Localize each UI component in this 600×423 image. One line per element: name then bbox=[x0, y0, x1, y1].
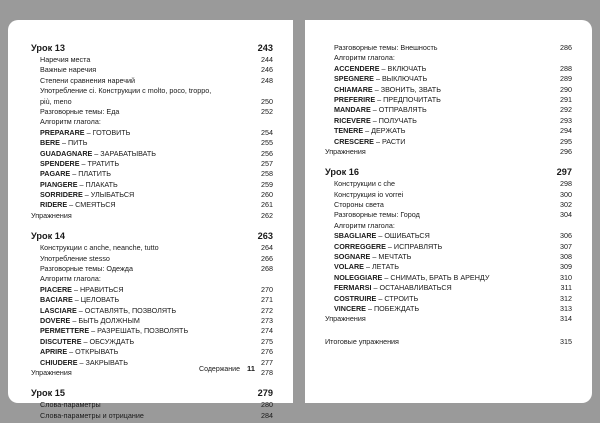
toc-entry bbox=[31, 264, 273, 274]
entry-page: 252 bbox=[261, 106, 273, 116]
verb-text bbox=[40, 169, 111, 179]
entry-page: 259 bbox=[261, 179, 273, 189]
entry-page: 298 bbox=[560, 179, 572, 189]
verb-text bbox=[40, 337, 134, 347]
entry-text: Разговорные темы: Внешность bbox=[334, 43, 438, 52]
lesson-page: 297 bbox=[556, 167, 572, 178]
verb-text bbox=[334, 64, 426, 74]
verb-meaning: – РАСТИ bbox=[373, 136, 406, 146]
entry-page: 271 bbox=[261, 295, 273, 305]
verb-text bbox=[40, 138, 87, 148]
entry-text: Слова-параметры и отрицание bbox=[40, 410, 144, 420]
verb-entry bbox=[325, 252, 572, 262]
verb-meaning: – ОТПРАВЛЯТЬ bbox=[370, 105, 427, 115]
verb-meaning: – ОСТАНАВЛИВАТЬСЯ bbox=[371, 283, 452, 293]
verb-text bbox=[334, 231, 430, 241]
verb-meaning: – ПИТЬ bbox=[59, 138, 88, 148]
entry-page: 272 bbox=[261, 305, 273, 315]
entry-page: 266 bbox=[261, 253, 273, 263]
lesson-page: 279 bbox=[257, 388, 273, 399]
entry-text: Конструкция io vorrei bbox=[334, 189, 404, 199]
verb-text bbox=[40, 347, 118, 357]
entry-page: 250 bbox=[261, 96, 273, 106]
verb-name: TENERE bbox=[334, 126, 364, 136]
verb-text bbox=[40, 128, 130, 138]
entry-page: 308 bbox=[560, 252, 572, 262]
lesson-heading bbox=[325, 166, 572, 179]
lesson-page: 263 bbox=[257, 231, 273, 242]
entry-page: 261 bbox=[261, 200, 273, 210]
toc-entry bbox=[325, 43, 572, 53]
toc-entry bbox=[325, 190, 572, 200]
verb-name: SOGNARE bbox=[334, 252, 371, 262]
verb-name: SPEGNERE bbox=[334, 74, 374, 84]
verb-meaning: – УЛЫБАТЬСЯ bbox=[82, 190, 135, 200]
verb-name: PIANGERE bbox=[40, 179, 78, 189]
page-number: 11 bbox=[246, 364, 255, 373]
verb-meaning: – ДЕРЖАТЬ bbox=[363, 126, 406, 136]
entry-page: 264 bbox=[261, 243, 273, 253]
entry-page: 278 bbox=[261, 367, 273, 377]
verb-name: VOLARE bbox=[334, 262, 364, 272]
verb-meaning: – СТРОИТЬ bbox=[376, 293, 419, 303]
lesson-title: Урок 16 bbox=[325, 167, 359, 178]
entry-page: 310 bbox=[560, 272, 572, 282]
verb-list bbox=[31, 285, 273, 368]
entry-page: 291 bbox=[560, 94, 572, 104]
verb-entry bbox=[31, 316, 273, 326]
entry-page: 294 bbox=[560, 126, 572, 136]
verb-text bbox=[334, 116, 417, 126]
entry-text: Упражнения bbox=[31, 210, 72, 220]
verb-meaning: – ПЛАТИТЬ bbox=[70, 169, 111, 179]
entry-text: Конструкции с che bbox=[334, 179, 396, 189]
entry-page: 284 bbox=[261, 410, 273, 420]
verb-entry bbox=[325, 294, 572, 304]
verb-name: PAGARE bbox=[40, 169, 71, 179]
verb-entry bbox=[325, 74, 572, 84]
verb-text bbox=[40, 180, 118, 190]
toc-list bbox=[31, 243, 273, 285]
toc-entry-final bbox=[325, 337, 572, 347]
verb-entry bbox=[325, 231, 572, 241]
verb-meaning: – ОШИБАТЬСЯ bbox=[376, 231, 430, 241]
lesson-title: Урок 13 bbox=[31, 43, 65, 53]
verb-entry bbox=[31, 138, 273, 148]
verb-name: MANDARE bbox=[334, 105, 371, 115]
verb-text bbox=[40, 190, 134, 200]
entry-page: 312 bbox=[560, 293, 572, 303]
entry-text: Употребление ci. Конструкции с molto, poco, troppo, bbox=[40, 86, 212, 96]
verb-text bbox=[334, 242, 442, 252]
lesson-heading bbox=[31, 42, 273, 55]
verb-name: BERE bbox=[40, 138, 60, 148]
toc-entry bbox=[31, 243, 273, 253]
entry-page: 293 bbox=[560, 115, 572, 125]
toc-entry bbox=[31, 211, 273, 221]
page-footer bbox=[199, 364, 255, 373]
verb-text bbox=[40, 316, 140, 326]
lesson-title: Урок 15 bbox=[31, 388, 65, 399]
verb-name: PIACERE bbox=[40, 284, 72, 294]
verb-entry bbox=[325, 116, 572, 126]
entry-page: 268 bbox=[261, 264, 273, 274]
entry-page: 295 bbox=[560, 136, 572, 146]
entry-text: Алгоритм глагола: bbox=[334, 220, 395, 230]
toc-entry bbox=[325, 147, 572, 157]
verb-name: CRESCERE bbox=[334, 136, 374, 146]
verb-text bbox=[40, 306, 176, 316]
verb-list bbox=[31, 128, 273, 211]
verb-meaning: – РАЗРЕШАТЬ, ПОЗВОЛЯТЬ bbox=[89, 326, 189, 336]
verb-entry bbox=[325, 126, 572, 136]
entry-text: Алгоритм глагола: bbox=[334, 53, 395, 63]
verb-text bbox=[40, 285, 124, 295]
entry-page: 254 bbox=[261, 127, 273, 137]
verb-meaning: – ОСТАВЛЯТЬ, ПОЗВОЛЯТЬ bbox=[76, 305, 177, 315]
verb-meaning: – СНИМАТЬ, БРАТЬ В АРЕНДУ bbox=[382, 272, 490, 282]
verb-text bbox=[334, 294, 418, 304]
verb-text bbox=[334, 85, 441, 95]
verb-meaning: – МЕЧТАТЬ bbox=[370, 252, 412, 262]
toc-entry bbox=[31, 65, 273, 75]
entry-page: 300 bbox=[560, 189, 572, 199]
toc-entry bbox=[31, 76, 273, 86]
toc-list bbox=[325, 43, 572, 64]
entry-page: 306 bbox=[560, 231, 572, 241]
verb-entry bbox=[31, 285, 273, 295]
verb-meaning: – БЫТЬ ДОЛЖНЫМ bbox=[70, 315, 140, 325]
entry-page: 313 bbox=[560, 303, 572, 313]
verb-name: PREPARARE bbox=[40, 127, 85, 137]
verb-entry bbox=[31, 326, 273, 336]
verb-meaning: – ЗАКРЫВАТЬ bbox=[77, 357, 128, 367]
entry-page: 256 bbox=[261, 148, 273, 158]
verb-entry bbox=[31, 159, 273, 169]
toc-entry bbox=[31, 274, 273, 284]
entry-page: 248 bbox=[261, 75, 273, 85]
entry-text: Упражнения bbox=[325, 146, 366, 156]
entry-page: 309 bbox=[560, 262, 572, 272]
verb-name: GUADAGNARE bbox=[40, 148, 93, 158]
verb-name: COSTRUIRE bbox=[334, 293, 377, 303]
verb-text bbox=[334, 262, 399, 272]
verb-entry bbox=[325, 105, 572, 115]
toc-entry bbox=[31, 86, 273, 96]
verb-entry bbox=[325, 273, 572, 283]
verb-entry bbox=[31, 347, 273, 357]
entry-page: 244 bbox=[261, 55, 273, 64]
entry-text: Упражнения bbox=[325, 314, 366, 324]
verb-entry bbox=[31, 306, 273, 316]
verb-name: DOVERE bbox=[40, 315, 71, 325]
entry-page: 307 bbox=[560, 241, 572, 251]
verb-meaning: – ГОТОВИТЬ bbox=[84, 127, 131, 137]
lesson-heading bbox=[31, 230, 273, 243]
verb-name: PERMETTERE bbox=[40, 326, 90, 336]
toc-entry bbox=[325, 200, 572, 210]
entry-page: 262 bbox=[261, 210, 273, 220]
toc-entry bbox=[31, 97, 273, 107]
verb-meaning: – ПРЕДПОЧИТАТЬ bbox=[375, 94, 441, 104]
verb-meaning: – ПОЛУЧАТЬ bbox=[370, 115, 417, 125]
toc-entry bbox=[31, 107, 273, 117]
verb-meaning: – ВКЛЮЧАТЬ bbox=[379, 63, 427, 73]
toc-entry bbox=[325, 210, 572, 220]
entry-text: Слова-параметры bbox=[40, 400, 101, 410]
verb-entry bbox=[325, 137, 572, 147]
entry-page: 288 bbox=[560, 63, 572, 73]
entry-text: Упражнения bbox=[31, 367, 72, 377]
verb-meaning: – ПОБЕЖДАТЬ bbox=[365, 303, 420, 313]
verb-name: LASCIARE bbox=[40, 305, 77, 315]
verb-name: SBAGLIARE bbox=[334, 231, 377, 241]
verb-text bbox=[334, 95, 441, 105]
verb-name: APRIRE bbox=[40, 347, 68, 357]
verb-entry bbox=[31, 180, 273, 190]
toc-entry bbox=[31, 117, 273, 127]
toc-entry bbox=[31, 55, 273, 65]
entry-page: 277 bbox=[261, 357, 273, 367]
verb-name: SORRIDERE bbox=[40, 190, 83, 200]
verb-name: BACIARE bbox=[40, 295, 73, 305]
verb-entry bbox=[31, 149, 273, 159]
verb-text bbox=[334, 283, 452, 293]
entry-page: 257 bbox=[261, 158, 273, 168]
verb-entry bbox=[31, 169, 273, 179]
entry-page: 315 bbox=[560, 336, 572, 346]
verb-entry bbox=[325, 304, 572, 314]
verb-text bbox=[40, 159, 119, 169]
verb-entry bbox=[31, 128, 273, 138]
lesson-heading bbox=[31, 387, 273, 400]
entry-page: 302 bbox=[560, 200, 572, 210]
toc-entry bbox=[325, 179, 572, 189]
verb-text bbox=[40, 295, 119, 305]
verb-entry bbox=[325, 85, 572, 95]
lesson-title: Урок 14 bbox=[31, 231, 65, 242]
entry-text: Разговорные темы: Город bbox=[334, 210, 420, 220]
toc-page-right bbox=[305, 20, 592, 403]
verb-name: VINCERE bbox=[334, 303, 366, 313]
verb-name: PREFERIRE bbox=[334, 94, 376, 104]
verb-name: CHIUDERE bbox=[40, 357, 78, 367]
toc-entry bbox=[325, 53, 572, 63]
entry-page: 304 bbox=[560, 210, 572, 220]
verb-meaning: – ЗАРАБАТЫВАТЬ bbox=[92, 148, 156, 158]
verb-name: DISCUTERE bbox=[40, 336, 82, 346]
verb-list bbox=[325, 231, 572, 314]
verb-text bbox=[334, 74, 427, 84]
entry-text: Алгоритм глагола: bbox=[40, 274, 101, 284]
verb-meaning: – ОТКРЫВАТЬ bbox=[67, 347, 119, 357]
entry-text: più, meno bbox=[40, 96, 72, 106]
verb-meaning: – СМЕЯТЬСЯ bbox=[67, 200, 116, 210]
verb-name: SPENDERE bbox=[40, 158, 80, 168]
entry-page: 270 bbox=[261, 284, 273, 294]
toc-entry bbox=[31, 400, 273, 410]
verb-entry bbox=[31, 295, 273, 305]
toc-list bbox=[31, 400, 273, 421]
entry-page: 276 bbox=[261, 347, 273, 357]
entry-page: 290 bbox=[560, 84, 572, 94]
verb-entry bbox=[325, 242, 572, 252]
verb-name: CORREGGERE bbox=[334, 241, 386, 251]
entry-page: 280 bbox=[261, 400, 273, 410]
verb-meaning: – ИСПРАВЛЯТЬ bbox=[385, 241, 443, 251]
verb-entry bbox=[31, 190, 273, 200]
entry-text: Алгоритм глагола: bbox=[40, 117, 101, 127]
verb-text bbox=[334, 252, 411, 262]
verb-name: CHIAMARE bbox=[334, 84, 373, 94]
verb-meaning: – НРАВИТЬСЯ bbox=[71, 284, 124, 294]
verb-text bbox=[334, 137, 405, 147]
entry-text: Итоговые упражнения bbox=[325, 336, 399, 346]
verb-meaning: – ЛЕТАТЬ bbox=[363, 262, 399, 272]
verb-name: NOLEGGIARE bbox=[334, 272, 383, 282]
verb-entry bbox=[325, 262, 572, 272]
entry-page: 246 bbox=[261, 65, 273, 75]
verb-meaning: – ЗВОНИТЬ, ЗВАТЬ bbox=[372, 84, 441, 94]
entry-page: 273 bbox=[261, 315, 273, 325]
entry-text: Употребление stesso bbox=[40, 253, 110, 263]
verb-entry bbox=[31, 200, 273, 210]
entry-page: 314 bbox=[560, 314, 572, 324]
entry-page: 258 bbox=[261, 169, 273, 179]
verb-name: FERMARSI bbox=[334, 283, 372, 293]
verb-list bbox=[325, 64, 572, 147]
entry-text: Конструкции с anche, neanche, tutto bbox=[40, 243, 159, 253]
verb-text bbox=[40, 326, 188, 336]
verb-entry bbox=[325, 64, 572, 74]
verb-text bbox=[40, 200, 116, 210]
verb-meaning: – ЦЕЛОВАТЬ bbox=[72, 295, 120, 305]
verb-meaning: – ОБСУЖДАТЬ bbox=[81, 336, 135, 346]
verb-text bbox=[40, 149, 156, 159]
toc-entry bbox=[325, 221, 572, 231]
toc-page-left bbox=[8, 20, 293, 420]
verb-text bbox=[334, 273, 489, 283]
entry-text: Наречия места bbox=[40, 55, 91, 64]
verb-text bbox=[334, 105, 427, 115]
verb-name: RIDERE bbox=[40, 200, 68, 210]
entry-page: 289 bbox=[560, 74, 572, 84]
entry-page: 311 bbox=[560, 283, 572, 293]
verb-entry bbox=[325, 283, 572, 293]
entry-text: Степени сравнения наречий bbox=[40, 75, 136, 85]
entry-page: 255 bbox=[261, 138, 273, 148]
entry-text: Разговорные темы: Еда bbox=[40, 106, 120, 116]
verb-text bbox=[40, 358, 128, 368]
footer-label: Содержание bbox=[199, 366, 240, 373]
entry-page: 292 bbox=[560, 105, 572, 115]
verb-entry bbox=[325, 95, 572, 105]
entry-page: 274 bbox=[261, 326, 273, 336]
verb-name: ACCENDERE bbox=[334, 63, 380, 73]
entry-page: 296 bbox=[560, 146, 572, 156]
verb-name: RICEVERE bbox=[334, 115, 371, 125]
toc-entry bbox=[31, 254, 273, 264]
toc-list bbox=[325, 179, 572, 231]
entry-text: Стороны света bbox=[334, 200, 384, 210]
entry-page: 286 bbox=[560, 43, 572, 52]
toc-entry bbox=[31, 411, 273, 421]
verb-text bbox=[334, 304, 419, 314]
verb-entry bbox=[31, 337, 273, 347]
lesson-page: 243 bbox=[257, 43, 273, 53]
entry-page: 275 bbox=[261, 336, 273, 346]
verb-meaning: – ТРАТИТЬ bbox=[79, 158, 120, 168]
entry-text: Важные наречия bbox=[40, 65, 97, 75]
entry-text: Разговорные темы: Одежда bbox=[40, 264, 133, 274]
verb-meaning: – ВЫКЛЮЧАТЬ bbox=[373, 74, 428, 84]
verb-meaning: – ПЛАКАТЬ bbox=[77, 179, 118, 189]
verb-text bbox=[334, 126, 406, 136]
toc-list bbox=[31, 55, 273, 128]
toc-entry bbox=[325, 314, 572, 324]
entry-page: 260 bbox=[261, 190, 273, 200]
